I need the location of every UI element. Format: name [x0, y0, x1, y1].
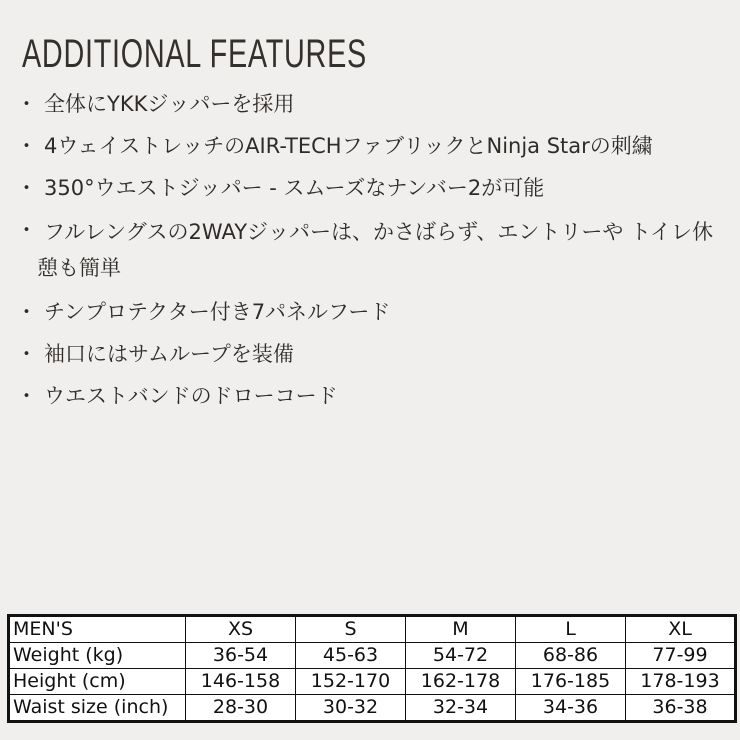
- header-cell-xs: XS: [186, 616, 296, 643]
- feature-text: 袖口にはサムループを装備: [44, 342, 294, 366]
- section-heading: ADDITIONAL FEATURES: [22, 32, 367, 76]
- bullet-icon: ・: [16, 384, 37, 408]
- feature-text: 全体にYKKジッパーを採用: [44, 92, 295, 116]
- header-cell-l: L: [516, 616, 626, 643]
- feature-list: [14, 88, 729, 422]
- feature-item: [14, 88, 729, 120]
- size-header-row: [9, 616, 736, 643]
- bullet-icon: ・: [16, 342, 37, 366]
- table-cell: 152-170: [296, 669, 406, 695]
- table-cell: 68-86: [516, 643, 626, 669]
- feature-item: [14, 130, 729, 162]
- row-label-waist: Waist size (inch): [9, 695, 186, 722]
- table-cell: 36-54: [186, 643, 296, 669]
- feature-text: ウエストバンドのドローコード: [44, 384, 338, 408]
- weight-row: [9, 643, 736, 669]
- feature-text: 350°ウエストジッパー - スムーズなナンバー2が可能: [44, 176, 545, 200]
- table-cell: 34-36: [516, 695, 626, 722]
- table-cell: 77-99: [626, 643, 736, 669]
- feature-text: チンプロテクター付き7パネルフード: [44, 300, 391, 324]
- table-cell: 178-193: [626, 669, 736, 695]
- header-cell-mens: MEN'S: [9, 616, 186, 643]
- table-cell: 30-32: [296, 695, 406, 722]
- feature-item: [14, 380, 729, 412]
- feature-text: フルレングスの2WAYジッパーは、かさばらず、エントリーや トイレ休憩も簡単: [37, 220, 713, 280]
- header-cell-s: S: [296, 616, 406, 643]
- table-cell: 54-72: [406, 643, 516, 669]
- bullet-icon: ・: [16, 176, 37, 200]
- bullet-icon: ・: [16, 300, 37, 324]
- header-cell-xl: XL: [626, 616, 736, 643]
- row-label-weight: Weight (kg): [9, 643, 186, 669]
- feature-item: [14, 172, 729, 204]
- feature-item: [14, 296, 729, 328]
- table-cell: 45-63: [296, 643, 406, 669]
- table-cell: 146-158: [186, 669, 296, 695]
- size-chart-table: [7, 614, 737, 723]
- row-label-height: Height (cm): [9, 669, 186, 695]
- height-row: [9, 669, 736, 695]
- table-cell: 32-34: [406, 695, 516, 722]
- table-cell: 36-38: [626, 695, 736, 722]
- table-cell: 28-30: [186, 695, 296, 722]
- bullet-icon: ・: [16, 92, 37, 116]
- waist-row: [9, 695, 736, 722]
- feature-text: 4ウェイストレッチのAIR-TECHファブリックとNinja Starの刺繍: [44, 134, 653, 158]
- feature-item: [14, 214, 729, 286]
- table-cell: 162-178: [406, 669, 516, 695]
- header-cell-m: M: [406, 616, 516, 643]
- feature-item: [14, 338, 729, 370]
- bullet-icon: ・: [16, 134, 37, 158]
- table-cell: 176-185: [516, 669, 626, 695]
- bullet-icon: ・: [16, 218, 37, 242]
